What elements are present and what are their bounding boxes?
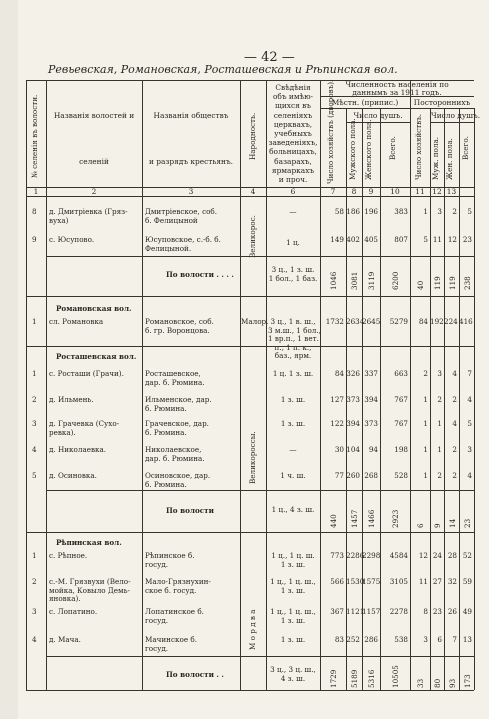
- column-number: 3: [188, 187, 194, 196]
- header-num: № селенiя въ волости.: [30, 94, 39, 178]
- total-value: 238: [462, 276, 472, 290]
- census-value: 104: [346, 445, 360, 454]
- total-value: 1729: [329, 669, 338, 688]
- settlement-name: сл. Романовка: [49, 317, 104, 326]
- column-rule: [240, 80, 241, 690]
- census-value: 767: [394, 419, 408, 428]
- census-value: 286: [364, 635, 378, 644]
- census-value: 2645: [362, 317, 381, 326]
- census-value: 2: [452, 207, 457, 216]
- settlement-name: с.-М. Грязвухи (Вело-: [49, 577, 131, 586]
- census-value: 2: [452, 395, 457, 404]
- row-number: 1: [32, 369, 37, 378]
- total-value: 23: [462, 518, 472, 528]
- row-number: 9: [32, 235, 37, 244]
- institutions-value: 1 ц., 1 ц. ш.,: [270, 577, 316, 586]
- census-value: 1: [423, 207, 428, 216]
- column-number: 11: [415, 187, 425, 196]
- census-value: 1: [423, 445, 428, 454]
- census-value: 1: [437, 419, 442, 428]
- header-muzh: Муж. пола.: [431, 136, 440, 180]
- census-value: 1: [437, 445, 442, 454]
- census-value: 402: [346, 235, 360, 244]
- header-chislo-dush: Число душъ.: [353, 111, 403, 120]
- society-name: госуд.: [145, 643, 169, 653]
- row-number: 1: [32, 317, 37, 326]
- total-institutions: 1 ц., 4 з. ш.: [271, 505, 315, 514]
- census-value: 394: [364, 395, 378, 404]
- page-heading: Ревьевская, Романовская, Росташевская и Рѣпинская вол.: [48, 63, 398, 76]
- header-info-line: ярмаркахъ: [271, 165, 315, 175]
- institutions-value: 1 вр.п., 1 вет.: [268, 334, 319, 344]
- row-rule: [26, 532, 474, 533]
- census-value: 773: [330, 551, 344, 560]
- society-name: Осиновское, дар.: [145, 471, 211, 480]
- narodnost-vertical: Великороссы.: [248, 431, 257, 484]
- census-value: 7: [452, 635, 457, 644]
- society-name: госуд.: [145, 559, 169, 569]
- census-value: 3105: [389, 577, 408, 586]
- census-value: 383: [394, 207, 408, 216]
- census-value: 3: [437, 369, 442, 378]
- settlement-name: д. Осиновка.: [49, 471, 97, 480]
- row-number: 4: [32, 635, 37, 644]
- row-rule: [26, 296, 474, 297]
- total-value: 2923: [391, 509, 400, 528]
- total-value: 93: [447, 678, 457, 688]
- society-name: дар. б. Рюмина.: [145, 453, 205, 463]
- total-value: 440: [329, 514, 338, 528]
- census-value: 127: [330, 395, 344, 404]
- header-census: Численность населенiя по: [345, 80, 449, 89]
- header-volost-bottom: селенiй: [79, 157, 109, 166]
- census-value: 4: [452, 369, 457, 378]
- settlement-name: д. Николаевка.: [49, 445, 107, 454]
- total-value: 173: [462, 674, 472, 688]
- column-number: 7: [330, 187, 336, 196]
- institutions-value: 1 з. ш.: [280, 585, 306, 595]
- census-value: 12: [447, 235, 457, 244]
- census-subrule: [320, 108, 474, 109]
- census-value: 49: [462, 607, 472, 616]
- census-value: 4584: [389, 551, 408, 560]
- society-name: Фелицыной.: [145, 243, 192, 253]
- society-name: Мало-Грязнухин-: [145, 577, 211, 586]
- census-value: 1: [423, 471, 428, 480]
- census-value: 3: [467, 445, 472, 454]
- row-number: 2: [32, 395, 37, 404]
- column-number: 13: [446, 187, 457, 196]
- total-value: 14: [447, 518, 457, 528]
- institutions-value: 1 ч. ш.: [280, 471, 306, 480]
- settlement-name: с. Лопатино.: [49, 607, 98, 616]
- society-name: б. гр. Воронцова.: [145, 325, 210, 335]
- society-name: Николаевское,: [145, 445, 202, 454]
- census-value: 5: [467, 419, 472, 428]
- header-hozyaistv: Число хозяйствъ (дворовъ).: [326, 79, 335, 184]
- settlement-name: д. Ильмень.: [49, 395, 94, 404]
- society-name: Мачинское б.: [145, 635, 197, 644]
- census-value: 3: [423, 635, 428, 644]
- census-value: 2: [437, 395, 442, 404]
- society-name: Юсуповское, с.-б. б.: [145, 235, 221, 244]
- institutions-value: 1 з. ш.: [280, 395, 306, 404]
- census-value: 1732: [325, 317, 344, 326]
- census-value: 1575: [362, 577, 381, 586]
- census-value: 6: [437, 635, 442, 644]
- total-value: 80: [433, 678, 442, 688]
- total-institutions: 1 бол., 1 баз.: [268, 273, 318, 283]
- header-volost-top: Названiя волостей и: [53, 111, 135, 120]
- census-value: 3: [437, 207, 442, 216]
- institutions-value: 1 з. ш.: [280, 419, 306, 428]
- census-value: 528: [394, 471, 408, 480]
- total-value: 1466: [367, 509, 376, 528]
- society-name: Лопатинское б.: [145, 607, 204, 616]
- census-value: 52: [462, 551, 472, 560]
- census-value: 192: [430, 317, 444, 326]
- total-value: 9: [433, 523, 442, 528]
- census-value: 326: [346, 369, 360, 378]
- census-value: 8: [423, 607, 428, 616]
- society-name: ское б. госуд.: [145, 585, 197, 595]
- census-value: 4: [467, 471, 472, 480]
- census-value: 1530: [346, 577, 365, 586]
- header-zhen: Женского пола.: [364, 119, 373, 180]
- section-romanovskaya: Романовская вол.: [56, 304, 132, 313]
- column-rule: [474, 108, 475, 690]
- row-rule: [46, 490, 474, 491]
- total-value: 40: [416, 280, 425, 290]
- total-label: По волости . . . .: [166, 270, 234, 279]
- column-number: 2: [91, 187, 97, 196]
- institutions-value: 1 з. ш.: [280, 615, 306, 625]
- institutions-value: 1 з. ш.: [280, 559, 306, 569]
- census-value: 58: [334, 207, 344, 216]
- header-info-line: заведенiяхъ,: [268, 138, 318, 148]
- census-value: 27: [432, 577, 442, 586]
- row-number: 2: [32, 577, 37, 586]
- total-value: 5316: [367, 669, 376, 688]
- total-label: По волости . .: [166, 670, 224, 679]
- census-value: 1121: [346, 607, 365, 616]
- census-value: 566: [330, 577, 344, 586]
- row-number: 5: [32, 471, 37, 480]
- column-number: 1: [33, 187, 39, 196]
- society-name: б. Рюмина.: [145, 403, 187, 413]
- header-chislo-dush: Число душъ.: [431, 111, 481, 120]
- census-value: 2298: [362, 551, 381, 560]
- total-institutions: 4 з. ш.: [280, 673, 306, 683]
- society-name: Романовское, соб.: [145, 317, 214, 326]
- total-value: 119: [433, 276, 442, 290]
- institutions-value: 3 ц., 1 в. ш.,: [270, 317, 316, 326]
- narodnost-vertical: М о р д в а: [248, 609, 257, 650]
- census-value: 2: [423, 369, 428, 378]
- census-value: 94: [368, 445, 378, 454]
- settlement-name: д. Мача.: [49, 635, 81, 644]
- total-value: 6: [416, 523, 425, 528]
- header-info-line: и проч.: [278, 175, 308, 184]
- census-value: 767: [394, 395, 408, 404]
- census-value: 405: [364, 235, 378, 244]
- census-value: 4: [467, 395, 472, 404]
- column-rule: [320, 80, 321, 690]
- census-value: 7: [467, 369, 472, 378]
- narodnost-value: Малор.: [241, 317, 269, 326]
- census-value: 186: [346, 207, 360, 216]
- header-info-line: селенiяхъ: [273, 110, 313, 120]
- header-info-line: церквахъ,: [273, 119, 313, 129]
- society-name: Дмитрiевское, соб.: [145, 207, 218, 216]
- census-value: 2286: [346, 551, 365, 560]
- institutions-value: 1 з. ш.: [280, 635, 306, 644]
- dush-subrule: [430, 122, 474, 123]
- census-value: 84: [334, 369, 344, 378]
- census-value: 416: [459, 317, 473, 326]
- census-value: 198: [394, 445, 408, 454]
- settlement-name: с. Росташи (Грачи).: [49, 369, 124, 378]
- header-mestnye: Мѣстн. (припис.): [331, 98, 399, 107]
- settlement-name: с. Юсупово.: [49, 235, 95, 244]
- census-value: 260: [346, 471, 360, 480]
- census-value: 28: [447, 551, 457, 560]
- census-value: 268: [364, 471, 378, 480]
- census-value: 252: [346, 635, 360, 644]
- column-number: 6: [290, 187, 296, 196]
- header-vsego: Всего.: [461, 136, 470, 160]
- header-info-line: базарахъ,: [274, 156, 312, 166]
- society-name: Грачевское, дар.: [145, 419, 209, 428]
- institutions-value: п., 1 п. к.,: [274, 342, 312, 352]
- census-value: 394: [346, 419, 360, 428]
- society-name: Росташевское,: [145, 369, 201, 378]
- census-value: 32: [447, 577, 457, 586]
- institutions-value: —: [289, 207, 297, 216]
- total-value: 3119: [367, 271, 376, 290]
- census-value: 663: [394, 369, 408, 378]
- society-name: Ильменское, дар.: [145, 395, 212, 404]
- census-value: 2634: [346, 317, 365, 326]
- institutions-value: баз., ярм.: [274, 351, 312, 361]
- settlement-name: яновка).: [49, 594, 81, 604]
- settlement-name: с. Рѣпное.: [49, 551, 88, 560]
- society-name: б. Фелицыной: [145, 215, 198, 225]
- settlement-name: мойка, Ковыло Демь-: [49, 585, 130, 595]
- total-institutions: 3 ц., 1 з. ш.: [271, 265, 315, 274]
- census-value: 196: [364, 207, 378, 216]
- column-rule: [142, 80, 143, 690]
- total-value: 33: [416, 678, 425, 688]
- header-info-line: объ имѣю-: [272, 92, 313, 102]
- census-value: 30: [334, 445, 344, 454]
- census-value: 1: [423, 395, 428, 404]
- header-obshch-top: Названiя обществъ: [153, 111, 229, 120]
- header-info-line: Свѣдѣнiя: [275, 83, 311, 92]
- header-zhen: Жен. пола.: [445, 138, 454, 180]
- institutions-value: 3 м.ш., 1 бол.,: [268, 325, 321, 335]
- column-number: 10: [390, 187, 400, 196]
- census-value: 59: [462, 577, 472, 586]
- column-number: 12: [432, 187, 442, 196]
- census-value: 23: [462, 235, 472, 244]
- column-number: 8: [351, 187, 357, 196]
- row-number: 3: [32, 607, 37, 616]
- column-number: 4: [250, 187, 256, 196]
- society-name: дар. б. Рюмина.: [145, 377, 205, 387]
- total-value: 6200: [391, 271, 400, 290]
- census-value: 2278: [389, 607, 408, 616]
- total-value: 3081: [350, 271, 359, 290]
- census-value: 373: [364, 419, 378, 428]
- header-narodnost: Народность.: [248, 112, 257, 160]
- row-number: 3: [32, 419, 37, 428]
- row-number: 8: [32, 207, 37, 216]
- institutions-value: 1 ц., 1 ц. ш.,: [270, 607, 316, 616]
- census-value: 373: [346, 395, 360, 404]
- census-value: 2: [452, 445, 457, 454]
- census-value: 5279: [389, 317, 408, 326]
- header-info-line: больницахъ,: [269, 147, 317, 157]
- institutions-value: 1 ц., 1 ц. ш.: [271, 551, 315, 560]
- total-value: 119: [447, 276, 457, 290]
- census-value: 122: [330, 419, 344, 428]
- census-value: 24: [432, 551, 442, 560]
- total-value: 1046: [329, 271, 338, 290]
- census-value: 13: [462, 635, 472, 644]
- census-value: 77: [334, 471, 344, 480]
- table-bottom-rule: [26, 690, 474, 691]
- total-institutions: 3 ц., 3 ц. ш.,: [270, 665, 316, 674]
- census-value: 23: [432, 607, 442, 616]
- header-hozyaistv: Число хозяйствъ.: [414, 113, 423, 180]
- census-value: 12: [418, 551, 428, 560]
- census-value: 367: [330, 607, 344, 616]
- header-postoron: Постороннихъ: [413, 98, 471, 107]
- section-repinskaya: Рѣпинская вол.: [56, 538, 122, 547]
- total-value: 1457: [350, 509, 359, 528]
- row-number: 1: [32, 551, 37, 560]
- header-info-line: учебныхъ: [274, 129, 312, 138]
- census-value: 149: [330, 235, 344, 244]
- row-number: 4: [32, 445, 37, 454]
- census-value: 84: [418, 317, 428, 326]
- census-value: 5: [423, 235, 428, 244]
- census-value: 224: [444, 317, 458, 326]
- column-rule: [410, 80, 411, 690]
- census-value: 337: [364, 369, 378, 378]
- total-value: 10505: [391, 665, 400, 688]
- census-value: 11: [432, 235, 442, 244]
- header-info-line: щихся въ: [275, 101, 311, 111]
- institutions-value: —: [289, 445, 297, 454]
- column-rule: [46, 80, 47, 690]
- header-muzh: Мужского пола.: [348, 118, 357, 180]
- document-page: [18, 0, 489, 719]
- row-rule: [26, 346, 474, 347]
- society-name: б. Рюмина.: [145, 479, 187, 489]
- census-value: 807: [394, 235, 408, 244]
- society-name: Рѣпинское б.: [145, 551, 195, 560]
- settlement-name: д. Дмитрiевка (Гряз-: [49, 207, 128, 216]
- census-value: 1157: [362, 607, 381, 616]
- society-name: б. Рюмина.: [145, 427, 187, 437]
- column-rule: [26, 80, 27, 690]
- census-value: 4: [452, 419, 457, 428]
- institutions-value: 1 ц. 1 з. ш.: [272, 369, 314, 378]
- institutions-value: 1 ц.: [286, 238, 300, 247]
- section-rostashevskaya: Росташевская вол.: [56, 352, 137, 361]
- census-value: 5: [467, 207, 472, 216]
- settlement-name: ревка).: [49, 427, 76, 437]
- header-obshch-bottom: и разрядъ крестьянъ.: [148, 157, 234, 166]
- narodnost-vertical: Великорос.: [248, 215, 257, 258]
- society-name: госуд.: [145, 615, 169, 625]
- row-rule: [46, 656, 474, 657]
- census-value: 538: [394, 635, 408, 644]
- settlement-name: вуха): [49, 215, 69, 225]
- row-rule: [46, 256, 474, 257]
- page-number: — 42 —: [244, 50, 295, 65]
- census-value: 1: [423, 419, 428, 428]
- header-vsego: Всего.: [388, 136, 397, 160]
- census-value: 2: [452, 471, 457, 480]
- census-value: 11: [418, 577, 428, 586]
- census-value: 2: [437, 471, 442, 480]
- census-value: 83: [334, 635, 344, 644]
- census-value: 26: [447, 607, 457, 616]
- total-value: 5189: [350, 669, 359, 688]
- total-label: По волости: [166, 506, 214, 515]
- settlement-name: д. Грачевка (Сухо-: [49, 419, 120, 428]
- column-number: 9: [368, 187, 374, 196]
- header-census: даннымъ за 1911 годъ.: [352, 87, 442, 97]
